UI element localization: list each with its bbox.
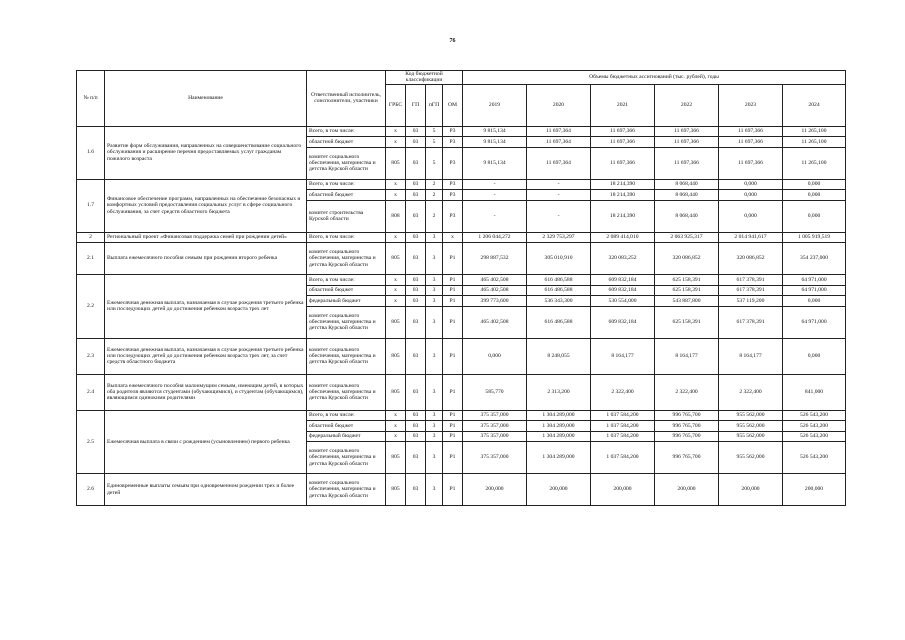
amount-cell: 11 697,366 <box>719 147 783 179</box>
kbk-om-cell: Р1 <box>443 442 463 474</box>
header-year: 2020 <box>527 84 591 126</box>
responsible-cell: комитет социального обеспечения, материнства и детства Курской области <box>307 243 386 275</box>
kbk-grbs-cell: x <box>386 232 406 243</box>
responsible-cell: областной бюджет <box>307 285 386 296</box>
kbk-gp-cell: 03 <box>406 296 426 307</box>
amount-cell: 8 164,177 <box>655 338 719 374</box>
kbk-pgp-cell: 3 <box>426 275 443 286</box>
amount-cell: 8 068,440 <box>655 179 719 190</box>
kbk-grbs-cell: x <box>386 179 406 190</box>
amount-cell: 1 304 289,000 <box>527 410 591 421</box>
amount-cell: 354 237,000 <box>783 243 846 275</box>
row-number: 2.2 <box>77 275 105 339</box>
amount-cell: 18 214,390 <box>591 190 655 201</box>
amount-cell: 955 562,000 <box>719 410 783 421</box>
responsible-cell: Всего, в том числе: <box>307 126 386 137</box>
amount-cell: 11 697,364 <box>527 147 591 179</box>
amount-cell: 0,000 <box>719 190 783 201</box>
row-name: Ежемесячная выплата в связи с рождением (усыновлением) первого ребенка <box>105 410 307 474</box>
amount-cell: 2 063 925,317 <box>655 232 719 243</box>
kbk-pgp-cell: 5 <box>426 126 443 137</box>
amount-cell: 305 010,910 <box>527 243 591 275</box>
amount-cell: 616 486,588 <box>527 306 591 338</box>
amount-cell: 64 971,000 <box>783 275 846 286</box>
kbk-om-cell: Р1 <box>443 474 463 506</box>
kbk-om-cell: Р1 <box>443 410 463 421</box>
kbk-om-cell: x <box>443 232 463 243</box>
amount-cell: 64 971,000 <box>783 285 846 296</box>
amount-cell: 617 378,391 <box>719 306 783 338</box>
table-row <box>77 474 846 506</box>
amount-cell: - <box>527 179 591 190</box>
amount-cell: 2 014 941,617 <box>719 232 783 243</box>
kbk-om-cell: Р3 <box>443 137 463 148</box>
amount-cell: 8 164,177 <box>591 338 655 374</box>
amount-cell: 1 304 289,000 <box>527 421 591 432</box>
kbk-om-cell: Р1 <box>443 421 463 432</box>
header-volumes: Объемы бюджетных ассигнований (тыс. рублей), годы <box>463 71 846 85</box>
kbk-om-cell: Р1 <box>443 338 463 374</box>
kbk-om-cell: Р1 <box>443 306 463 338</box>
amount-cell: 526 543,200 <box>783 431 846 442</box>
row-number: 2 <box>77 232 105 243</box>
amount-cell: 1 206 044,272 <box>463 232 527 243</box>
kbk-om-cell: Р3 <box>443 147 463 179</box>
header-year: 2024 <box>783 84 846 126</box>
kbk-pgp-cell: 3 <box>426 374 443 410</box>
amount-cell: 625 158,391 <box>655 285 719 296</box>
amount-cell: 298 887,532 <box>463 243 527 275</box>
amount-cell: 2 089 414,010 <box>591 232 655 243</box>
kbk-grbs-cell: x <box>386 275 406 286</box>
budget-table <box>76 70 846 506</box>
kbk-grbs-cell: x <box>386 431 406 442</box>
table-row <box>77 374 846 410</box>
amount-cell: 8 164,177 <box>719 338 783 374</box>
kbk-pgp-cell: 3 <box>426 338 443 374</box>
kbk-gp-cell: 03 <box>406 179 426 190</box>
amount-cell: 625 158,391 <box>655 306 719 338</box>
amount-cell: 955 562,000 <box>719 421 783 432</box>
kbk-om-cell: Р3 <box>443 190 463 201</box>
amount-cell: 64 971,000 <box>783 306 846 338</box>
amount-cell: 0,000 <box>783 200 846 232</box>
amount-cell: 11 697,366 <box>655 137 719 148</box>
amount-cell: 320 086,852 <box>655 243 719 275</box>
kbk-gp-cell: 03 <box>406 147 426 179</box>
amount-cell: 536 343,300 <box>527 296 591 307</box>
responsible-cell: комитет социального обеспечения, материнства и детства Курской области <box>307 147 386 179</box>
amount-cell: 585,770 <box>463 374 527 410</box>
responsible-cell: областной бюджет <box>307 421 386 432</box>
responsible-cell: федеральный бюджет <box>307 296 386 307</box>
amount-cell: 8 068,440 <box>655 200 719 232</box>
amount-cell: 0,000 <box>719 200 783 232</box>
amount-cell: - <box>527 200 591 232</box>
amount-cell: 200,000 <box>463 474 527 506</box>
header-kbk-pgp: пГП <box>426 84 443 126</box>
row-name: Единовременные выплаты семьям при одновременном рождении трех и более детей <box>105 474 307 506</box>
kbk-gp-cell: 03 <box>406 374 426 410</box>
amount-cell: - <box>527 190 591 201</box>
amount-cell: 9 815,134 <box>463 147 527 179</box>
row-name: Региональный проект «Финансовая поддержка семей при рождении детей» <box>105 232 307 243</box>
kbk-om-cell: Р3 <box>443 179 463 190</box>
kbk-pgp-cell: 5 <box>426 147 443 179</box>
kbk-pgp-cell: 3 <box>426 474 443 506</box>
amount-cell: 9 815,134 <box>463 137 527 148</box>
amount-cell: 996 765,700 <box>655 421 719 432</box>
amount-cell: 8 068,440 <box>655 190 719 201</box>
amount-cell: 11 697,366 <box>719 126 783 137</box>
amount-cell: 18 214,390 <box>591 200 655 232</box>
kbk-om-cell: Р3 <box>443 200 463 232</box>
table-row <box>77 126 846 137</box>
row-name: Выплата ежемесячного пособия семьям при рождении второго ребенка <box>105 243 307 275</box>
responsible-cell: комитет социального обеспечения, материнства и детства Курской области <box>307 374 386 410</box>
amount-cell: 1 304 289,000 <box>527 442 591 474</box>
row-number: 2.6 <box>77 474 105 506</box>
header-kbk: Код бюджетной классификации <box>386 71 463 85</box>
kbk-grbs-cell: x <box>386 190 406 201</box>
kbk-grbs-cell: 808 <box>386 200 406 232</box>
kbk-om-cell: Р1 <box>443 275 463 286</box>
amount-cell: 399 773,600 <box>463 296 527 307</box>
kbk-grbs-cell: 805 <box>386 442 406 474</box>
kbk-pgp-cell: 3 <box>426 243 443 275</box>
kbk-pgp-cell: 3 <box>426 410 443 421</box>
row-name: Ежемесячная денежная выплата, назначаемая в случае рождения третьего ребенка или последующих детей до достижения ребенком возраста трех лет, за счет средств областного бюджета <box>105 338 307 374</box>
amount-cell: 11 697,364 <box>527 126 591 137</box>
header-resp: Ответственный исполнитель, соисполнители, участники <box>307 71 386 127</box>
kbk-gp-cell: 03 <box>406 306 426 338</box>
amount-cell: 996 765,700 <box>655 431 719 442</box>
amount-cell: 375 357,000 <box>463 442 527 474</box>
kbk-pgp-cell: 5 <box>426 137 443 148</box>
kbk-gp-cell: 03 <box>406 285 426 296</box>
amount-cell: 11 697,366 <box>591 147 655 179</box>
kbk-om-cell: Р3 <box>443 126 463 137</box>
amount-cell: 609 832,184 <box>591 306 655 338</box>
amount-cell: 11 697,366 <box>591 126 655 137</box>
amount-cell: 526 543,200 <box>783 421 846 432</box>
amount-cell: 11 265,100 <box>783 147 846 179</box>
amount-cell: 200,000 <box>719 474 783 506</box>
kbk-pgp-cell: 3 <box>426 442 443 474</box>
kbk-gp-cell: 03 <box>406 126 426 137</box>
row-number: 1.7 <box>77 179 105 232</box>
kbk-gp-cell: 03 <box>406 200 426 232</box>
amount-cell: 18 214,390 <box>591 179 655 190</box>
header-year: 2022 <box>655 84 719 126</box>
amount-cell: 320 083,252 <box>591 243 655 275</box>
kbk-pgp-cell: 2 <box>426 179 443 190</box>
kbk-pgp-cell: 2 <box>426 190 443 201</box>
kbk-grbs-cell: 805 <box>386 147 406 179</box>
kbk-gp-cell: 03 <box>406 190 426 201</box>
kbk-grbs-cell: 805 <box>386 243 406 275</box>
amount-cell: 465 402,508 <box>463 275 527 286</box>
amount-cell: 1 037 584,200 <box>591 442 655 474</box>
kbk-grbs-cell: 805 <box>386 306 406 338</box>
amount-cell: 465 402,508 <box>463 285 527 296</box>
kbk-grbs-cell: x <box>386 137 406 148</box>
amount-cell: 9 815,134 <box>463 126 527 137</box>
amount-cell: 2 322,400 <box>719 374 783 410</box>
amount-cell: 11 697,364 <box>527 137 591 148</box>
amount-cell: 841,000 <box>783 374 846 410</box>
header-kbk-grbs: ГРБС <box>386 84 406 126</box>
kbk-gp-cell: 03 <box>406 243 426 275</box>
kbk-om-cell: Р1 <box>443 374 463 410</box>
amount-cell: 11 697,366 <box>655 147 719 179</box>
responsible-cell: Всего, в том числе: <box>307 232 386 243</box>
header-year: 2021 <box>591 84 655 126</box>
amount-cell: 537 119,200 <box>719 296 783 307</box>
amount-cell: 200,000 <box>783 474 846 506</box>
responsible-cell: комитет социального обеспечения, материнства и детства Курской области <box>307 474 386 506</box>
amount-cell: 375 357,000 <box>463 431 527 442</box>
kbk-grbs-cell: x <box>386 285 406 296</box>
header-kbk-gp: ГП <box>406 84 426 126</box>
kbk-gp-cell: 03 <box>406 442 426 474</box>
amount-cell: 375 357,000 <box>463 410 527 421</box>
amount-cell: 955 562,000 <box>719 442 783 474</box>
amount-cell: 11 697,366 <box>719 137 783 148</box>
kbk-grbs-cell: 805 <box>386 374 406 410</box>
kbk-pgp-cell: 3 <box>426 431 443 442</box>
amount-cell: 320 086,852 <box>719 243 783 275</box>
amount-cell: 543 887,800 <box>655 296 719 307</box>
amount-cell: - <box>463 179 527 190</box>
row-number: 2.5 <box>77 410 105 474</box>
amount-cell: 609 832,184 <box>591 275 655 286</box>
amount-cell: 200,000 <box>655 474 719 506</box>
amount-cell: 1 037 584,200 <box>591 421 655 432</box>
row-number: 2.1 <box>77 243 105 275</box>
page-number: 76 <box>449 38 456 44</box>
row-number: 2.3 <box>77 338 105 374</box>
amount-cell: 375 357,000 <box>463 421 527 432</box>
amount-cell: 2 322,400 <box>591 374 655 410</box>
amount-cell: 530 554,000 <box>591 296 655 307</box>
amount-cell: 616 486,588 <box>527 275 591 286</box>
amount-cell: 465 402,508 <box>463 306 527 338</box>
responsible-cell: Всего, в том числе: <box>307 275 386 286</box>
amount-cell: - <box>463 200 527 232</box>
amount-cell: 11 265,100 <box>783 126 846 137</box>
kbk-grbs-cell: x <box>386 126 406 137</box>
kbk-gp-cell: 03 <box>406 275 426 286</box>
amount-cell: 625 158,391 <box>655 275 719 286</box>
responsible-cell: комитет социального обеспечения, материнства и детства Курской области <box>307 442 386 474</box>
amount-cell: 617 378,391 <box>719 275 783 286</box>
table-row <box>77 410 846 421</box>
row-number: 2.4 <box>77 374 105 410</box>
header-year: 2019 <box>463 84 527 126</box>
amount-cell: 996 765,700 <box>655 410 719 421</box>
kbk-om-cell: Р1 <box>443 296 463 307</box>
amount-cell: 526 543,200 <box>783 442 846 474</box>
responsible-cell: областной бюджет <box>307 190 386 201</box>
responsible-cell: комитет социального обеспечения, материнства и детства Курской области <box>307 306 386 338</box>
table-row <box>77 275 846 286</box>
kbk-pgp-cell: 3 <box>426 306 443 338</box>
amount-cell: 200,000 <box>591 474 655 506</box>
row-name: Развитие форм обслуживания, направленных на совершенствование социального обслуживания и расширение перечня предоставляемых услуг гражданам пожилого возраста <box>105 126 307 179</box>
kbk-pgp-cell: 3 <box>426 296 443 307</box>
amount-cell: 200,000 <box>527 474 591 506</box>
header-name: Наименование <box>105 71 307 127</box>
responsible-cell: Всего, в том числе: <box>307 179 386 190</box>
amount-cell: 2 313,200 <box>527 374 591 410</box>
amount-cell: 0,000 <box>463 338 527 374</box>
amount-cell: 0,000 <box>783 190 846 201</box>
responsible-cell: Всего, в том числе: <box>307 410 386 421</box>
amount-cell: 0,000 <box>783 296 846 307</box>
amount-cell: 8 248,055 <box>527 338 591 374</box>
amount-cell: 11 265,100 <box>783 137 846 148</box>
amount-cell: 617 378,391 <box>719 285 783 296</box>
kbk-grbs-cell: x <box>386 410 406 421</box>
kbk-gp-cell: 03 <box>406 474 426 506</box>
kbk-pgp-cell: 3 <box>426 421 443 432</box>
amount-cell: 0,000 <box>783 179 846 190</box>
table-row <box>77 179 846 190</box>
amount-cell: 955 562,000 <box>719 431 783 442</box>
header-num: № п/п <box>77 71 105 127</box>
amount-cell: 2 322,400 <box>655 374 719 410</box>
amount-cell: 526 543,200 <box>783 410 846 421</box>
responsible-cell: федеральный бюджет <box>307 431 386 442</box>
kbk-gp-cell: 03 <box>406 232 426 243</box>
responsible-cell: комитет строительства Курской области <box>307 200 386 232</box>
amount-cell: 1 037 584,200 <box>591 410 655 421</box>
kbk-gp-cell: 03 <box>406 338 426 374</box>
kbk-pgp-cell: 3 <box>426 232 443 243</box>
responsible-cell: комитет социального обеспечения, материнства и детства Курской области <box>307 338 386 374</box>
kbk-grbs-cell: 805 <box>386 338 406 374</box>
amount-cell: 1 304 289,000 <box>527 431 591 442</box>
kbk-om-cell: Р1 <box>443 243 463 275</box>
amount-cell: 2 329 753,297 <box>527 232 591 243</box>
amount-cell: 0,000 <box>783 338 846 374</box>
row-name: Выплата ежемесячного пособия малоимущим семьям, имеющим детей, в которых оба родителя являются студентами (обучающимися), и студентам (обучающимся), являющимся одинокими родителями <box>105 374 307 410</box>
kbk-grbs-cell: x <box>386 296 406 307</box>
kbk-om-cell: Р1 <box>443 285 463 296</box>
kbk-gp-cell: 03 <box>406 410 426 421</box>
responsible-cell: областной бюджет <box>307 137 386 148</box>
kbk-gp-cell: 03 <box>406 431 426 442</box>
kbk-om-cell: Р1 <box>443 431 463 442</box>
kbk-pgp-cell: 2 <box>426 200 443 232</box>
row-name: Ежемесячная денежная выплата, назначаемая в случае рождения третьего ребенка или последующих детей до достижения ребенком возраста трех лет <box>105 275 307 339</box>
table-row <box>77 338 846 374</box>
row-number: 1.6 <box>77 126 105 179</box>
amount-cell: 11 697,366 <box>655 126 719 137</box>
amount-cell: 0,000 <box>719 179 783 190</box>
header-year: 2023 <box>719 84 783 126</box>
kbk-grbs-cell: 805 <box>386 474 406 506</box>
table-row <box>77 243 846 275</box>
row-name: Финансовое обеспечение программ, направленных на обеспечение безопасных и комфортных условий предоставления социальных услуг в сфере социального обслуживания, за счет средств областного бюджета <box>105 179 307 232</box>
amount-cell: 609 832,184 <box>591 285 655 296</box>
amount-cell: 616 486,588 <box>527 285 591 296</box>
amount-cell: 1 037 584,200 <box>591 431 655 442</box>
table-row <box>77 232 846 243</box>
kbk-pgp-cell: 3 <box>426 285 443 296</box>
amount-cell: 1 005 919,519 <box>783 232 846 243</box>
kbk-grbs-cell: x <box>386 421 406 432</box>
kbk-gp-cell: 03 <box>406 137 426 148</box>
header-kbk-om: ОМ <box>443 84 463 126</box>
kbk-gp-cell: 03 <box>406 421 426 432</box>
amount-cell: 996 765,700 <box>655 442 719 474</box>
amount-cell: 11 697,366 <box>591 137 655 148</box>
amount-cell: - <box>463 190 527 201</box>
